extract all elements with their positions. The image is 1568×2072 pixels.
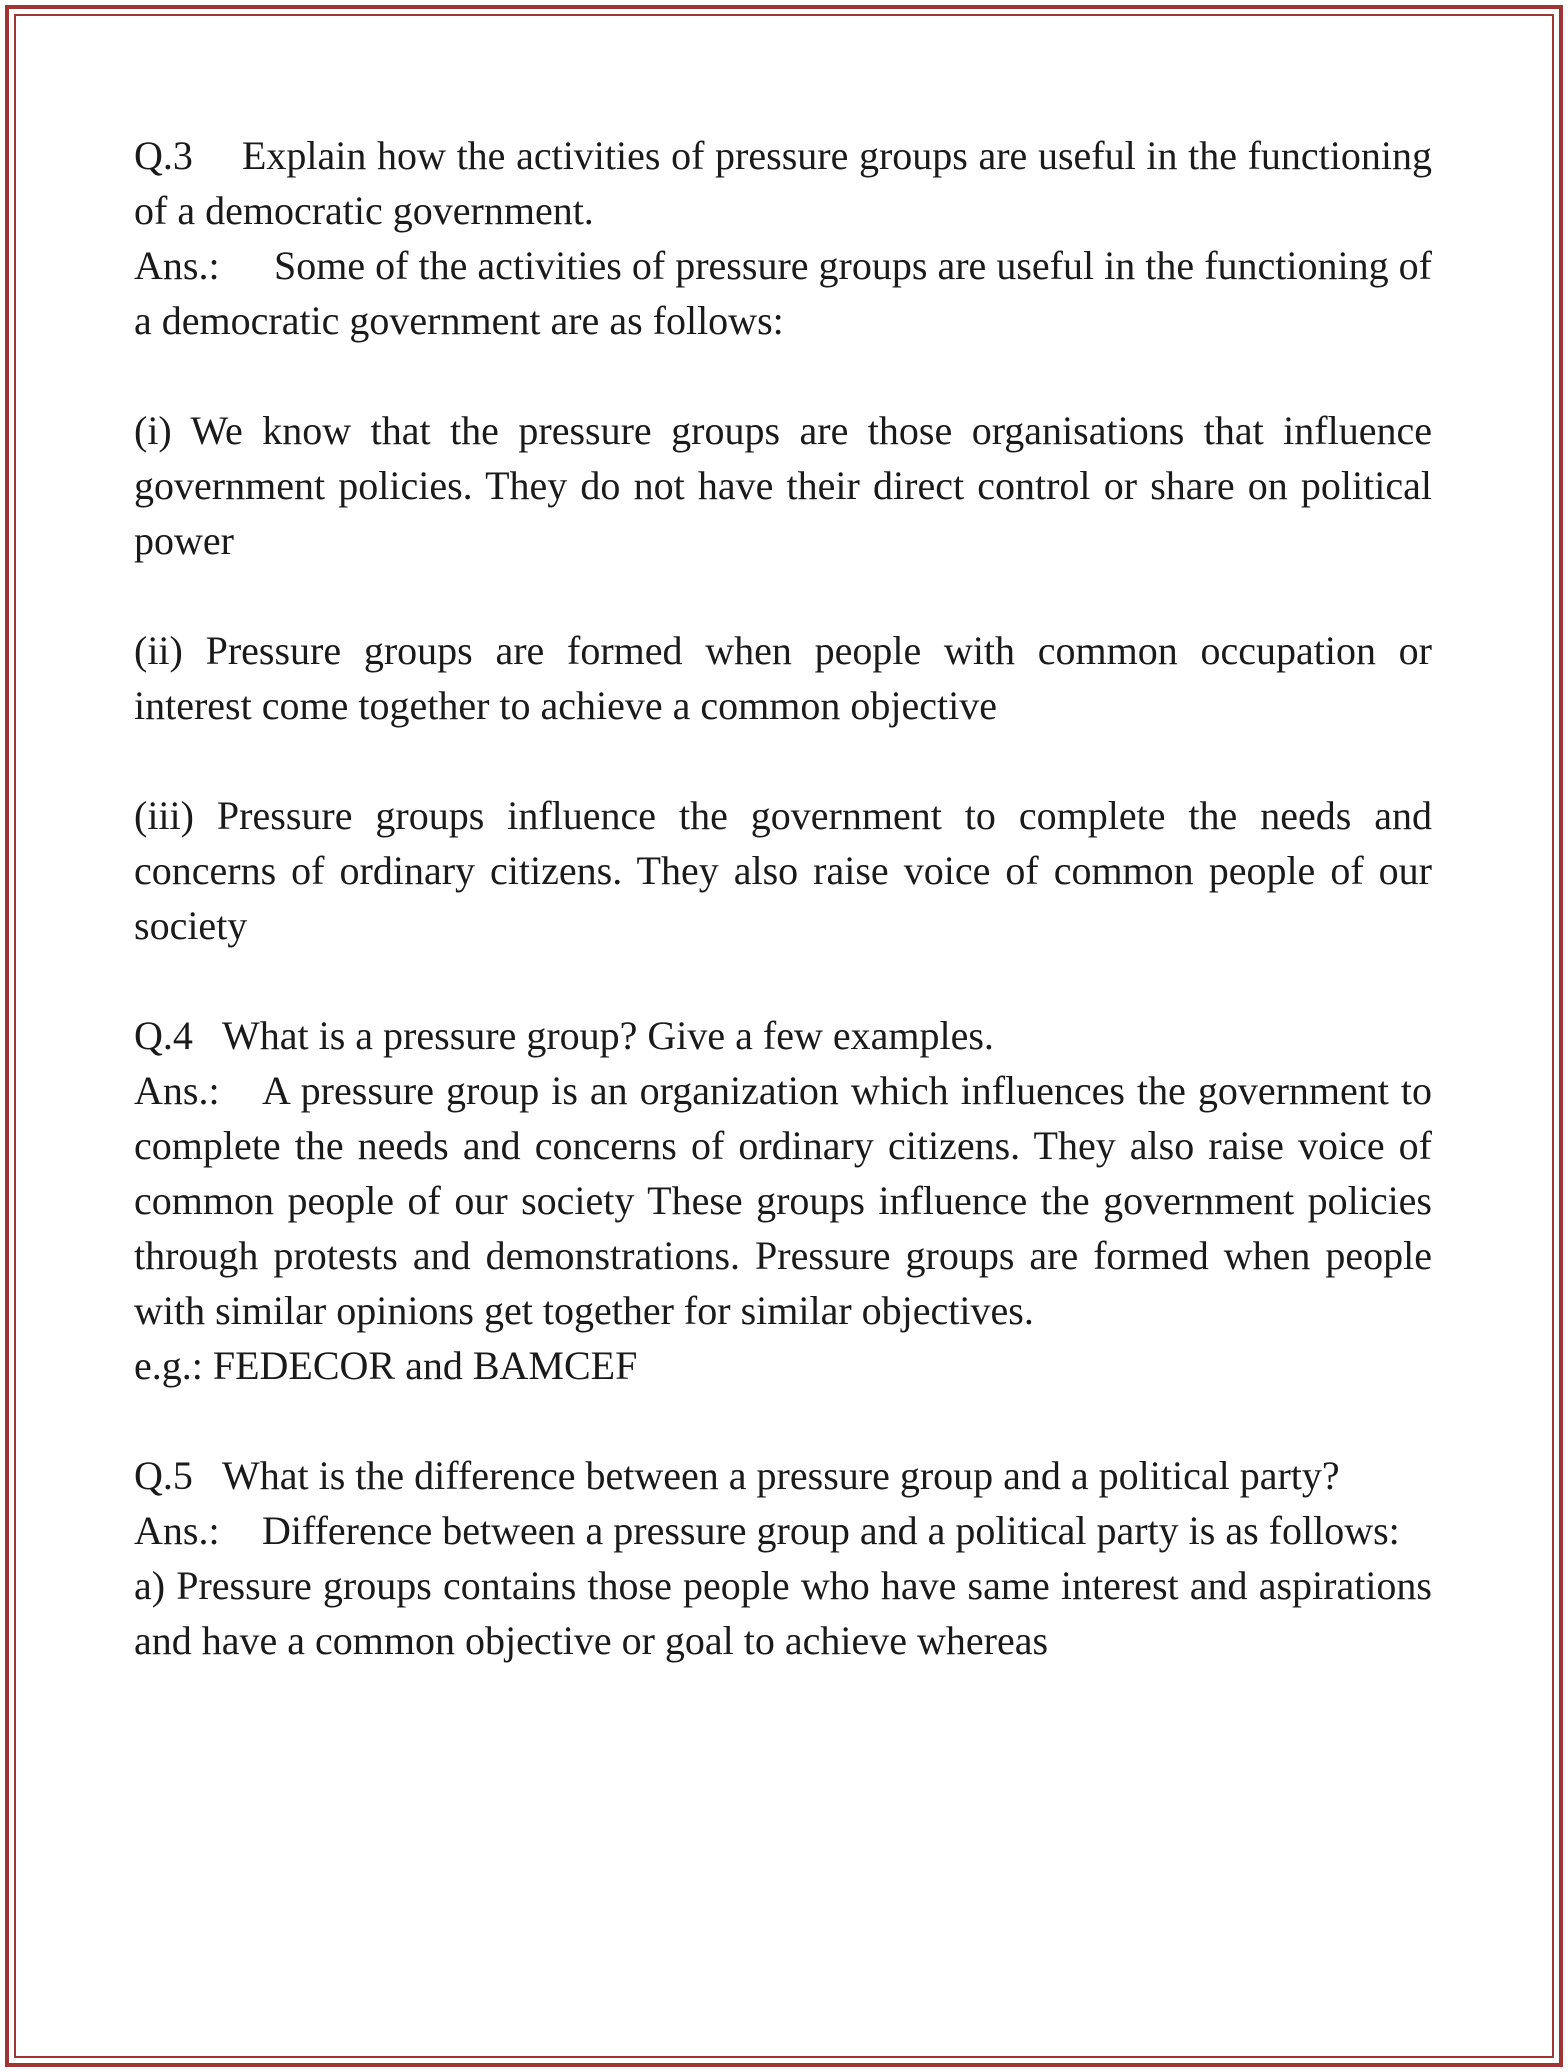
answer-5-label: Ans.: [134,1508,220,1553]
answer-5-point-a: a) Pressure groups contains those people who have same interest and aspirations and have a common objective or goal to achieve whereas [134,1563,1432,1663]
answer-4-examples: e.g.: FEDECOR and BAMCEF [134,1343,638,1388]
question-5-number: Q.5 [134,1453,193,1498]
answer-3-point-3: (iii) Pressure groups influence the government to complete the needs and concerns of ordinary citizens. They also raise voice of common people of our society [134,793,1432,948]
answer-4 [134,1063,1432,1338]
question-5-text: What is the difference between a pressure group and a political party? [222,1453,1340,1498]
answer-3-intro-text: Some of the activities of pressure groups are useful in the functioning of a democratic government are as follows: [134,243,1432,343]
answer-3-point-1: (i) We know that the pressure groups are those organisations that influence government policies. They do not have their direct control or share on political power [134,408,1432,563]
question-3-text: Explain how the activities of pressure groups are useful in the functioning of a democratic government. [134,133,1432,233]
answer-5-intro-text: Difference between a pressure group and a political party is as follows: [262,1508,1400,1553]
question-3-number: Q.3 [134,133,193,178]
document-body [134,128,1432,1668]
question-4 [134,1008,1432,1063]
question-5 [134,1448,1432,1503]
answer-4-label: Ans.: [134,1068,220,1113]
question-4-number: Q.4 [134,1013,193,1058]
answer-3-intro [134,238,1432,348]
answer-4-text: A pressure group is an organization which influences the government to complete the needs and concerns of ordinary citizens. They also raise voice of common people of our society These groups influence the government policies through protests and demonstrations. Pressure groups are formed when people with similar opinions get together for similar objectives. [134,1068,1432,1333]
question-4-text: What is a pressure group? Give a few examples. [222,1013,994,1058]
answer-3-label: Ans.: [134,243,220,288]
answer-5-intro [134,1503,1432,1558]
question-3 [134,128,1432,238]
answer-3-point-2: (ii) Pressure groups are formed when people with common occupation or interest come together to achieve a common objective [134,628,1432,728]
